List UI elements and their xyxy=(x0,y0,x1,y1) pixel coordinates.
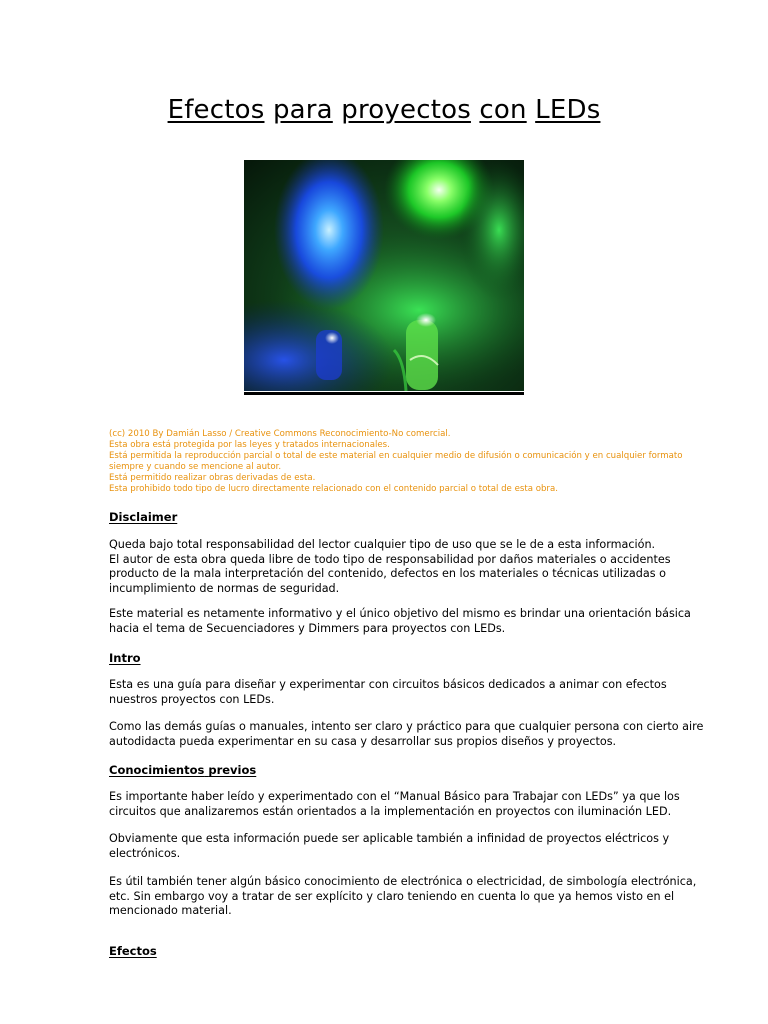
text-line: incumplimiento de normas de seguridad. xyxy=(109,581,340,595)
title-word: Efectos xyxy=(167,95,265,125)
heading-word: previos xyxy=(208,763,257,777)
text-line: circuitos que analizaremos están orientados a la implementación en proyectos con iluminación LED. xyxy=(109,804,672,818)
led-photo xyxy=(244,160,524,391)
heading-word: Conocimientos xyxy=(109,763,205,777)
text-line: Esta es una guía para diseñar y experimentar con circuitos básicos dedicados a animar con efectos xyxy=(109,678,667,691)
title-word: proyectos xyxy=(341,95,471,125)
intro-paragraph-1 xyxy=(109,678,667,707)
license-notice xyxy=(109,429,683,495)
text-line: electrónicos. xyxy=(109,846,181,860)
title-word: con xyxy=(479,95,527,125)
license-line: (cc) 2010 By Damián Lasso / Creative Commons Reconocimiento-No comercial. xyxy=(109,429,451,439)
text-line: El autor de esta obra queda libre de todo tipo de responsabilidad por daños materiales o accidentes xyxy=(109,552,671,566)
license-line: Esta prohibido todo tipo de lucro directamente relacionado con el contenido parcial o total de esta obra. xyxy=(109,484,558,494)
license-line: Está permitida la reproducción parcial o total de este material en cualquier medio de difusión o comunicación y en cualquier formato xyxy=(109,451,683,461)
led-photo-icon xyxy=(244,160,524,391)
disclaimer-heading: Disclaimer xyxy=(109,510,178,524)
conocimientos-heading xyxy=(109,763,256,777)
text-line: producto de la mala interpretación del contenido, defectos en los materiales o técnicas utilizadas o xyxy=(109,567,666,580)
text-line: hacia el tema de Secuenciadores y Dimmers para proyectos con LEDs. xyxy=(109,621,506,635)
efectos-heading: Efectos xyxy=(109,944,157,958)
text-line: nuestros proyectos con LEDs. xyxy=(109,692,275,706)
intro-heading: Intro xyxy=(109,651,141,665)
license-line: Esta obra está protegida por las leyes y tratados internacionales. xyxy=(109,440,390,450)
text-line: Es importante haber leído y experimentado con el “Manual Básico para Trabajar con LEDs” ya que los xyxy=(109,790,680,803)
title-word: LEDs xyxy=(535,95,601,125)
conocimientos-paragraph-3 xyxy=(109,875,697,919)
title-word: para xyxy=(272,95,333,125)
intro-paragraph-2 xyxy=(109,720,704,749)
photo-bottom-rule xyxy=(244,392,524,395)
text-line: Como las demás guías o manuales, intento ser claro y práctico para que cualquier persona con cierto aire xyxy=(109,720,704,733)
document-title xyxy=(0,92,768,128)
text-line: Obviamente que esta información puede ser aplicable también a infinidad de proyectos eléctricos y xyxy=(109,832,670,845)
license-line: siempre y cuando se mencione al autor. xyxy=(109,462,282,472)
disclaimer-paragraph-1 xyxy=(109,538,671,596)
conocimientos-paragraph-1 xyxy=(109,790,680,819)
text-line: Queda bajo total responsabilidad del lector cualquier tipo de uso que se le de a esta información. xyxy=(109,538,656,551)
text-line: mencionado material. xyxy=(109,904,232,917)
text-line: etc. Sin embargo voy a tratar de ser explícito y claro teniendo en cuenta lo que ya hemos visto en el xyxy=(109,889,675,903)
disclaimer-paragraph-2 xyxy=(109,607,691,636)
conocimientos-paragraph-2 xyxy=(109,832,670,861)
license-line: Está permitido realizar obras derivadas de esta. xyxy=(109,473,316,483)
text-line: autodidacta pueda experimentar en su casa y desarrollar sus propios diseños y proyectos. xyxy=(109,734,617,748)
text-line: Este material es netamente informativo y el único objetivo del mismo es brindar una orientación básica xyxy=(109,607,691,620)
text-line: Es útil también tener algún básico conocimiento de electrónica o electricidad, de simbología electrónica, xyxy=(109,875,697,888)
